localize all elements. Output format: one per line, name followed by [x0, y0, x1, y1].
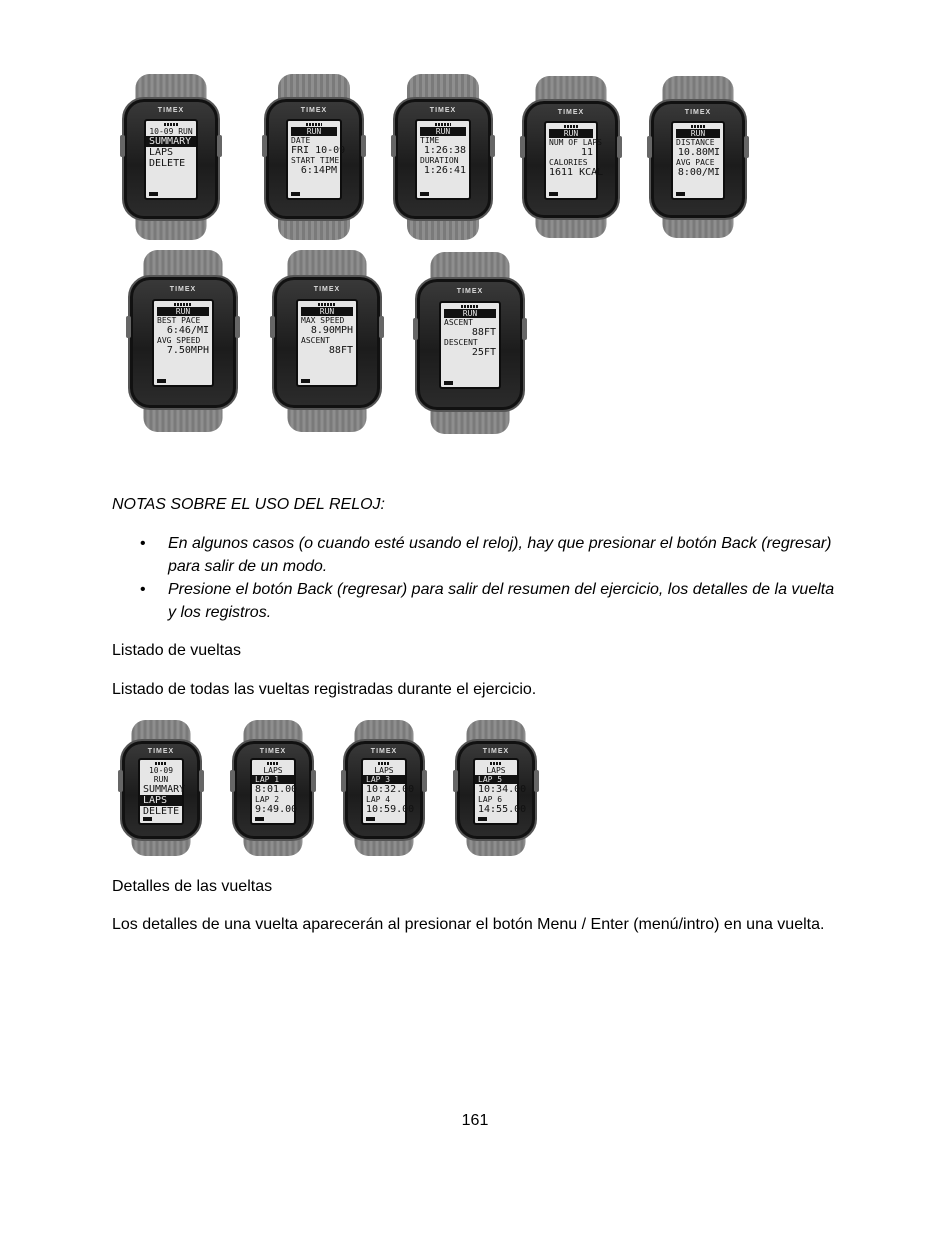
screen-row: 1:26:38 [423, 145, 466, 156]
watch-screen [415, 119, 471, 200]
watch-screen [439, 301, 501, 389]
screen-header: RUN [676, 129, 720, 138]
watch-laps-3-4 [343, 720, 425, 856]
note-item: • Presione el botón Back (regresar) para salir del resumen del ejercicio, los detalles de la vuelta y los registros. [112, 578, 842, 624]
watch-button [118, 770, 123, 792]
screen-row: 10:59.00 [366, 804, 415, 815]
screen-row: 10:32.00 [366, 784, 415, 795]
watch-brand: TIMEX [169, 286, 197, 293]
screen-row: BEST PACE [157, 316, 201, 325]
mode-indicator-icon [691, 125, 706, 128]
watch-screen [144, 119, 198, 200]
watch-brand: TIMEX [429, 107, 457, 114]
watch-case [232, 739, 314, 841]
laps-heading: Listado de vueltas [112, 642, 241, 659]
watch-button [120, 135, 125, 157]
screen-row: AVG PACE [676, 158, 715, 167]
note-item: • En algunos casos (o cuando esté usando el reloj), hay que presionar el botón Back (regresar) para salir de un modo. [112, 532, 842, 578]
screen-row: 88FT [471, 327, 496, 338]
watch-brand: TIMEX [557, 109, 585, 116]
screen-header: LAPS [374, 766, 394, 775]
screen-row: TIME [420, 136, 440, 145]
watch-brand: TIMEX [259, 748, 287, 755]
watch-time-duration [393, 74, 493, 240]
screen-header: RUN [444, 309, 496, 318]
mode-indicator-icon [564, 125, 579, 128]
screen-row: LAP 3 [363, 775, 405, 784]
watch-button [361, 135, 366, 157]
watch-button [534, 770, 539, 792]
page-number: 161 [461, 1112, 489, 1129]
watch-button [617, 136, 622, 158]
battery-icon [676, 192, 685, 196]
watch-date-start [264, 74, 364, 240]
screen-row: LAP 1 [252, 775, 294, 784]
notes-list [112, 532, 842, 624]
screen-row: ASCENT [301, 336, 330, 345]
watch-case [393, 97, 493, 221]
watch-brand: TIMEX [300, 107, 328, 114]
battery-icon [143, 817, 152, 821]
mode-indicator-icon [306, 123, 322, 126]
notes-title: NOTAS SOBRE EL USO DEL RELOJ: [112, 496, 385, 513]
screen-header: RUN [420, 127, 466, 136]
screen-row: LAP 4 [366, 795, 391, 804]
screen-row: 9:49.00 [255, 804, 298, 815]
watch-button [262, 135, 267, 157]
watch-brand: TIMEX [482, 748, 510, 755]
battery-icon [157, 379, 166, 383]
watch-brand: TIMEX [684, 109, 712, 116]
watch-button [199, 770, 204, 792]
watch-button [453, 770, 458, 792]
watch-pace-speed [128, 250, 238, 432]
screen-row: 8:01.00 [255, 784, 298, 795]
battery-icon [366, 817, 375, 821]
watch-case [120, 739, 202, 841]
screen-header: RUN [291, 127, 337, 136]
mode-indicator-icon [435, 123, 451, 126]
watch-ascent-descent [415, 252, 525, 434]
battery-icon [478, 817, 487, 821]
watch-case [415, 277, 525, 412]
screen-row: MAX SPEED [301, 316, 345, 325]
watch-button [744, 136, 749, 158]
screen-row: 1611 KCAL [549, 167, 604, 178]
screen-row: 6:14PM [300, 165, 337, 176]
watch-summary-menu [122, 74, 220, 240]
screen-row: LAP 5 [475, 775, 517, 784]
battery-icon [291, 192, 300, 196]
watch-brand: TIMEX [157, 107, 185, 114]
screen-row: 8.90MPH [310, 325, 353, 336]
watch-screen [296, 299, 358, 387]
battery-icon [255, 817, 264, 821]
watch-screen [671, 121, 725, 200]
screen-row: NUM OF LAPS [549, 138, 602, 147]
screen-row: 11 [580, 147, 593, 158]
watch-button [270, 316, 275, 338]
watch-button [341, 770, 346, 792]
mode-indicator-icon [318, 303, 335, 306]
screen-row: FRI 10-09 [291, 145, 346, 156]
battery-icon [149, 192, 158, 196]
screen-row: 1:26:41 [423, 165, 466, 176]
watch-case [272, 275, 382, 410]
watch-screen [361, 758, 415, 825]
mode-indicator-icon [378, 762, 391, 765]
screen-row: AVG SPEED [157, 336, 201, 345]
mode-indicator-icon [164, 123, 179, 126]
watch-case [649, 99, 747, 220]
battery-icon [420, 192, 429, 196]
watch-screen [250, 758, 296, 825]
screen-header: 10-09 RUN [148, 766, 174, 784]
watch-brand: TIMEX [456, 288, 484, 295]
details-heading: Detalles de las vueltas [112, 878, 273, 895]
screen-row: LAPS [149, 147, 174, 158]
screen-header: RUN [301, 307, 353, 316]
watch-brand: TIMEX [147, 748, 175, 755]
screen-header: RUN [549, 129, 593, 138]
watch-button [391, 135, 396, 157]
watch-brand: TIMEX [313, 286, 341, 293]
watch-button [422, 770, 427, 792]
screen-row: DISTANCE [676, 138, 715, 147]
screen-row: START TIME [291, 156, 340, 165]
screen-row: 8:00/MI [677, 167, 720, 178]
watch-laps-calories [522, 76, 620, 238]
watch-case [455, 739, 537, 841]
battery-icon [301, 379, 310, 383]
watch-button [235, 316, 240, 338]
watch-laps-1-2 [232, 720, 314, 856]
screen-row: DATE [291, 136, 311, 145]
screen-row: 10.80MI [677, 147, 720, 158]
watch-button [522, 318, 527, 340]
screen-row: CALORIES [549, 158, 588, 167]
watch-screen [286, 119, 346, 200]
mode-indicator-icon [155, 762, 168, 765]
watch-screen [152, 299, 214, 387]
watch-screen [138, 758, 184, 825]
mode-indicator-icon [461, 305, 478, 308]
screen-row: SUMMARY [146, 136, 196, 147]
mode-indicator-icon [267, 762, 280, 765]
details-text: Los detalles de una vuelta aparecerán al presionar el botón Menu / Enter (menú/intro) en una vuelta. [112, 916, 825, 933]
screen-row: DESCENT [444, 338, 478, 347]
watch-button [647, 136, 652, 158]
mode-indicator-icon [490, 762, 503, 765]
screen-row: 7.50MPH [166, 345, 209, 356]
watch-speed-ascent [272, 250, 382, 432]
screen-row: SUMMARY [143, 784, 186, 795]
watch-button [230, 770, 235, 792]
screen-row: 25FT [471, 347, 496, 358]
screen-row: LAP 6 [478, 795, 503, 804]
watch-button [379, 316, 384, 338]
watch-brand: TIMEX [370, 748, 398, 755]
screen-row: 14:55.00 [478, 804, 527, 815]
watch-button [311, 770, 316, 792]
watch-case [522, 99, 620, 220]
screen-row: LAP 2 [255, 795, 280, 804]
mode-indicator-icon [174, 303, 191, 306]
watch-button [217, 135, 222, 157]
watch-distance-pace [649, 76, 747, 238]
watch-button [413, 318, 418, 340]
watch-button [126, 316, 131, 338]
laps-text: Listado de todas las vueltas registradas durante el ejercicio. [112, 681, 537, 698]
screen-row: 10:34.00 [478, 784, 527, 795]
screen-row: DELETE [143, 806, 180, 817]
watch-button [490, 135, 495, 157]
watch-laps-5-6 [455, 720, 537, 856]
watch-laps-menu [120, 720, 202, 856]
watch-case [128, 275, 238, 410]
watch-case [122, 97, 220, 221]
battery-icon [549, 192, 558, 196]
screen-row: 88FT [328, 345, 353, 356]
watch-button [520, 136, 525, 158]
watch-case [343, 739, 425, 841]
screen-header: RUN [157, 307, 209, 316]
screen-row: LAPS [140, 795, 182, 806]
screen-header: 10-09 RUN [149, 127, 193, 136]
screen-header: LAPS [486, 766, 506, 775]
watch-screen [544, 121, 604, 200]
screen-row: DURATION [420, 156, 459, 165]
watch-case [264, 97, 364, 221]
screen-header: LAPS [263, 766, 283, 775]
screen-row: 6:46/MI [166, 325, 209, 336]
screen-row: ASCENT [444, 318, 473, 327]
battery-icon [444, 381, 453, 385]
watch-screen [473, 758, 527, 825]
screen-row: DELETE [149, 158, 186, 169]
